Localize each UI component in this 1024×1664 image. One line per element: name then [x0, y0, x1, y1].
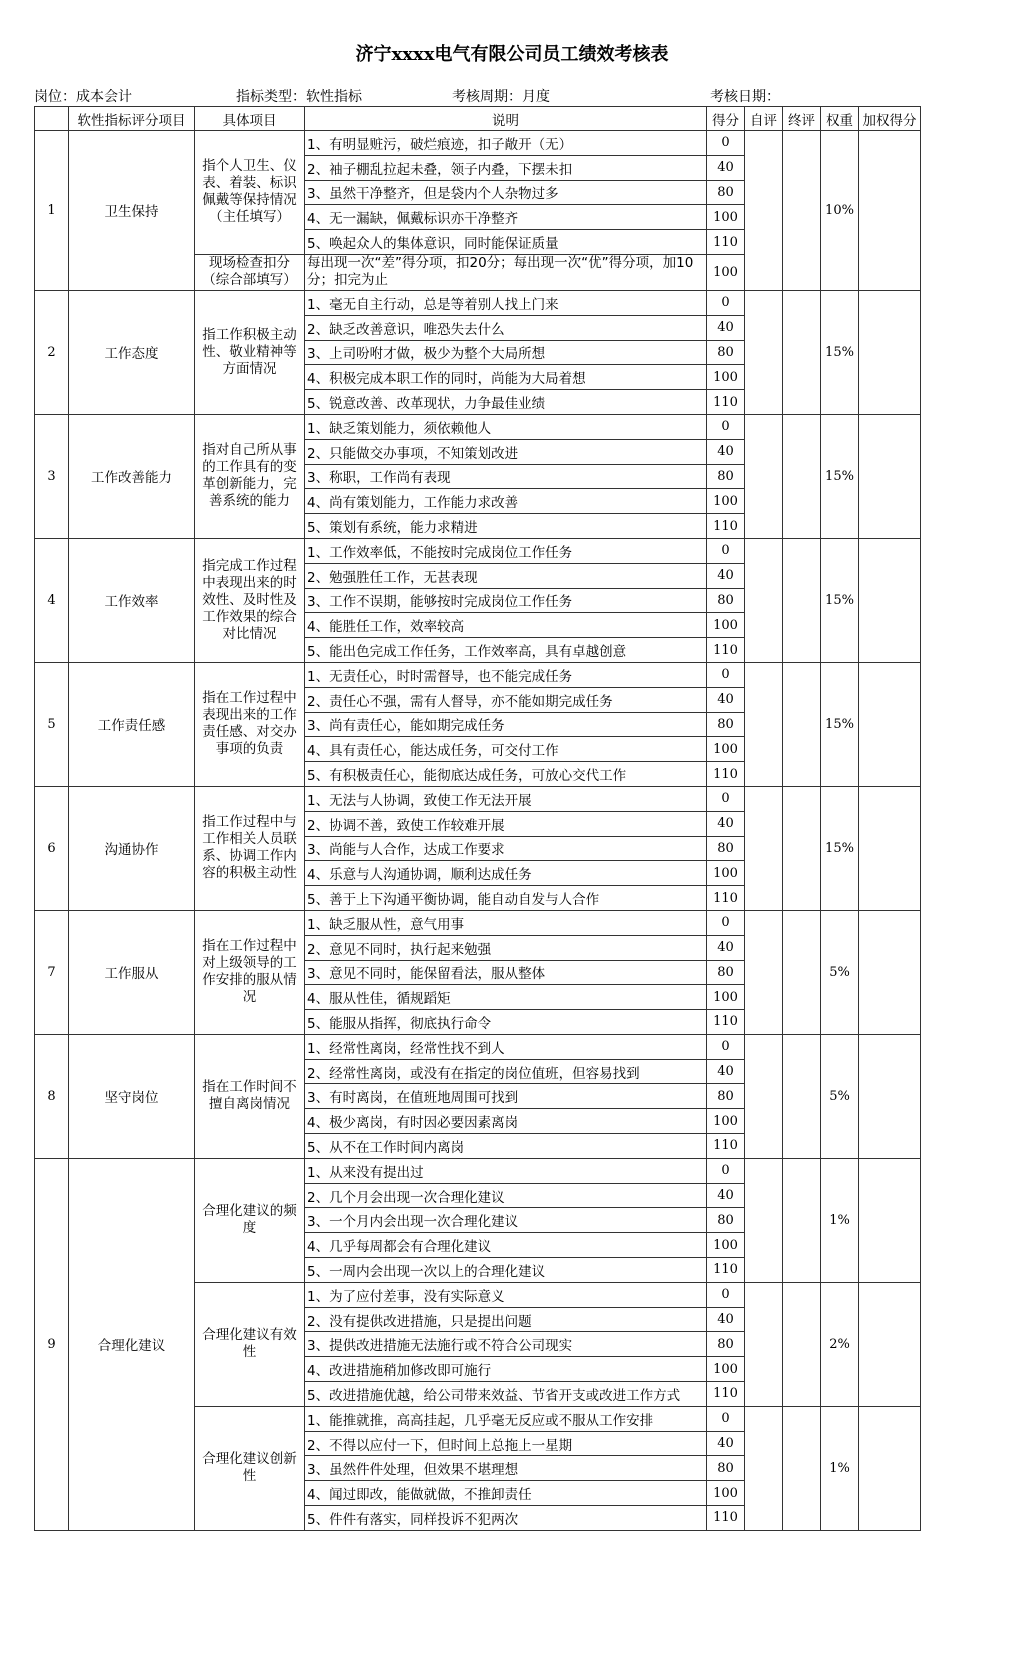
- weighted-score-cell: [859, 1406, 921, 1530]
- specific-item: 指对自己所从事的工作具有的变革创新能力，完善系统的能力: [195, 414, 305, 538]
- specific-item: 指在工作过程中对上级领导的工作安排的服从情况: [195, 910, 305, 1034]
- description-cell: 1、从来没有提出过: [305, 1158, 707, 1183]
- evaluation-table: [34, 106, 921, 1531]
- self-eval-cell: [745, 131, 783, 291]
- self-eval-cell: [745, 1406, 783, 1530]
- date-label: 考核日期：: [710, 89, 780, 105]
- description-cell: 1、能推就推，高高挂起，几乎毫无反应或不服从工作安排: [305, 1406, 707, 1431]
- description-cell: 4、无一漏缺，佩戴标识亦干净整齐: [305, 205, 707, 230]
- weight-cell: 1%: [821, 1406, 859, 1530]
- score-cell: 80: [707, 340, 745, 365]
- score-cell: 40: [707, 1431, 745, 1456]
- description-cell: 3、虽然干净整齐，但是袋内个人杂物过多: [305, 180, 707, 205]
- description-cell: 3、工作不误期，能够按时完成岗位工作任务: [305, 588, 707, 613]
- specific-item: 指工作过程中与工作相关人员联系、协调工作内容的积极主动性: [195, 786, 305, 910]
- indicator-name: 工作改善能力: [69, 414, 195, 538]
- table-row: [35, 290, 921, 315]
- description-cell: 2、不得以应付一下，但时间上总拖上一星期: [305, 1431, 707, 1456]
- row-number: 1: [35, 131, 69, 291]
- final-eval-cell: [783, 910, 821, 1034]
- weighted-score-cell: [859, 786, 921, 910]
- score-cell: 0: [707, 290, 745, 315]
- self-eval-cell: [745, 1282, 783, 1406]
- score-cell: 100: [707, 613, 745, 638]
- score-cell: 40: [707, 439, 745, 464]
- final-eval-cell: [783, 1158, 821, 1282]
- score-cell: 0: [707, 131, 745, 156]
- final-eval-cell: [783, 786, 821, 910]
- score-cell: 110: [707, 1134, 745, 1159]
- weight-cell: 15%: [821, 290, 859, 414]
- score-cell: 40: [707, 1059, 745, 1084]
- score-cell: 0: [707, 910, 745, 935]
- self-eval-cell: [745, 910, 783, 1034]
- score-cell: 100: [707, 1109, 745, 1134]
- score-cell: 110: [707, 514, 745, 539]
- score-cell: 80: [707, 960, 745, 985]
- self-eval-cell: [745, 786, 783, 910]
- score-cell: 100: [707, 737, 745, 762]
- description-cell: 2、意见不同时，执行起来勉强: [305, 935, 707, 960]
- weighted-score-cell: [859, 414, 921, 538]
- description-cell: 3、尚有责任心，能如期完成任务: [305, 712, 707, 737]
- weight-cell: 15%: [821, 786, 859, 910]
- score-cell: 80: [707, 180, 745, 205]
- description-cell: 4、具有责任心，能达成任务，可交付工作: [305, 737, 707, 762]
- score-cell: 80: [707, 1332, 745, 1357]
- description-cell: 4、尚有策划能力，工作能力求改善: [305, 489, 707, 514]
- specific-item: 合理化建议创新性: [195, 1406, 305, 1530]
- description-cell: 1、无责任心，时时需督导，也不能完成任务: [305, 662, 707, 687]
- description-cell: 5、善于上下沟通平衡协调，能自动自发与人合作: [305, 886, 707, 911]
- description-cell: 5、从不在工作时间内离岗: [305, 1134, 707, 1159]
- self-eval-cell: [745, 662, 783, 786]
- score-cell: 110: [707, 230, 745, 255]
- description-cell: 3、有时离岗，在值班地周围可找到: [305, 1084, 707, 1109]
- description-cell: 1、经常性离岗，经常性找不到人: [305, 1034, 707, 1059]
- description-cell: 4、乐意与人沟通协调，顺利达成任务: [305, 861, 707, 886]
- score-cell: 110: [707, 638, 745, 663]
- score-cell: 40: [707, 935, 745, 960]
- description-cell: 2、几个月会出现一次合理化建议: [305, 1183, 707, 1208]
- description-cell: 1、无法与人协调，致使工作无法开展: [305, 786, 707, 811]
- self-eval-cell: [745, 538, 783, 662]
- score-cell: 80: [707, 588, 745, 613]
- header-row: [35, 107, 921, 131]
- header-cell: 加权得分: [859, 107, 921, 131]
- table-row: [35, 131, 921, 156]
- table-row: [35, 414, 921, 439]
- score-cell: 80: [707, 1456, 745, 1481]
- weighted-score-cell: [859, 290, 921, 414]
- description-cell: 3、称职，工作尚有表现: [305, 464, 707, 489]
- table-row: [35, 662, 921, 687]
- description-cell: 3、提供改进措施无法施行或不符合公司现实: [305, 1332, 707, 1357]
- score-cell: 100: [707, 1357, 745, 1382]
- specific-item: 现场检查扣分（综合部填写）: [195, 254, 305, 290]
- final-eval-cell: [783, 1406, 821, 1530]
- description-cell: 2、袖子棚乱拉起未叠，领子内叠，下摆未扣: [305, 155, 707, 180]
- header-cell: [35, 107, 69, 131]
- description-cell: 3、虽然件件处理，但效果不堪理想: [305, 1456, 707, 1481]
- description-cell: 2、缺乏改善意识，唯恐失去什么: [305, 315, 707, 340]
- score-cell: 80: [707, 836, 745, 861]
- header-cell: 自评: [745, 107, 783, 131]
- indicator-name: 工作服从: [69, 910, 195, 1034]
- description-cell: 5、一周内会出现一次以上的合理化建议: [305, 1258, 707, 1283]
- score-cell: 100: [707, 861, 745, 886]
- description-cell: 1、工作效率低，不能按时完成岗位工作任务: [305, 538, 707, 563]
- weighted-score-cell: [859, 1158, 921, 1282]
- score-cell: 100: [707, 1233, 745, 1258]
- score-cell: 110: [707, 1382, 745, 1407]
- specific-item: 指在工作过程中表现出来的工作责任感、对交办事项的负责: [195, 662, 305, 786]
- self-eval-cell: [745, 1158, 783, 1282]
- table-row: [35, 538, 921, 563]
- table-row: [35, 1034, 921, 1059]
- description-cell: 4、极少离岗，有时因必要因素离岗: [305, 1109, 707, 1134]
- description-cell: 1、缺乏策划能力，须依赖他人: [305, 414, 707, 439]
- indicator-name: 工作责任感: [69, 662, 195, 786]
- final-eval-cell: [783, 1034, 821, 1158]
- specific-item: 指在工作时间不擅自离岗情况: [195, 1034, 305, 1158]
- description-cell: 4、几乎每周都会有合理化建议: [305, 1233, 707, 1258]
- score-cell: 0: [707, 1406, 745, 1431]
- description-cell: 2、经常性离岗，或没有在指定的岗位值班，但容易找到: [305, 1059, 707, 1084]
- description-cell: 5、唤起众人的集体意识，同时能保证质量: [305, 230, 707, 255]
- header-cell: 软性指标评分项目: [69, 107, 195, 131]
- weight-cell: 10%: [821, 131, 859, 291]
- specific-item: 指工作积极主动性、敬业精神等方面情况: [195, 290, 305, 414]
- description-cell: 5、能出色完成工作任务，工作效率高，具有卓越创意: [305, 638, 707, 663]
- table-row: [35, 786, 921, 811]
- description-cell: 1、有明显赃污，破烂痕迹，扣子敞开（无）: [305, 131, 707, 156]
- header-cell: 得分: [707, 107, 745, 131]
- weight-cell: 1%: [821, 1158, 859, 1282]
- weighted-score-cell: [859, 131, 921, 291]
- row-number: 9: [35, 1158, 69, 1530]
- row-number: 5: [35, 662, 69, 786]
- score-cell: 0: [707, 662, 745, 687]
- specific-item: 指完成工作过程中表现出来的时效性、及时性及工作效果的综合对比情况: [195, 538, 305, 662]
- score-cell: 100: [707, 1481, 745, 1506]
- score-cell: 110: [707, 1258, 745, 1283]
- score-cell: 40: [707, 155, 745, 180]
- specific-item: 指个人卫生、仪表、着装、标识佩戴等保持情况（主任填写）: [195, 131, 305, 255]
- page-title: 济宁xxxx电气有限公司员工绩效考核表: [355, 44, 669, 65]
- score-cell: 40: [707, 563, 745, 588]
- weight-cell: 2%: [821, 1282, 859, 1406]
- final-eval-cell: [783, 414, 821, 538]
- description-cell: 5、能服从指挥，彻底执行命令: [305, 1010, 707, 1035]
- description-cell: 每出现一次“差”得分项，扣20分；每出现一次“优”得分项，加10分；扣完为止: [305, 254, 707, 290]
- score-cell: 40: [707, 811, 745, 836]
- indicator-name: 坚守岗位: [69, 1034, 195, 1158]
- indicator-name: 工作态度: [69, 290, 195, 414]
- final-eval-cell: [783, 290, 821, 414]
- score-cell: 0: [707, 1034, 745, 1059]
- description-cell: 5、改进措施优越，给公司带来效益、节省开支或改进工作方式: [305, 1382, 707, 1407]
- row-number: 4: [35, 538, 69, 662]
- header-cell: 终评: [783, 107, 821, 131]
- indicator-type-label: 指标类型：软性指标: [236, 89, 362, 105]
- row-number: 2: [35, 290, 69, 414]
- score-cell: 40: [707, 1183, 745, 1208]
- score-cell: 0: [707, 1158, 745, 1183]
- score-cell: 80: [707, 712, 745, 737]
- self-eval-cell: [745, 1034, 783, 1158]
- self-eval-cell: [745, 414, 783, 538]
- score-cell: 110: [707, 1506, 745, 1531]
- score-cell: 0: [707, 786, 745, 811]
- self-eval-cell: [745, 290, 783, 414]
- weight-cell: 5%: [821, 910, 859, 1034]
- specific-item: 合理化建议的频度: [195, 1158, 305, 1282]
- row-number: 6: [35, 786, 69, 910]
- header-cell: 说明: [305, 107, 707, 131]
- indicator-name: 工作效率: [69, 538, 195, 662]
- description-cell: 4、能胜任工作，效率较高: [305, 613, 707, 638]
- final-eval-cell: [783, 1282, 821, 1406]
- header-cell: 具体项目: [195, 107, 305, 131]
- description-cell: 3、意见不同时，能保留看法，服从整体: [305, 960, 707, 985]
- description-cell: 4、改进措施稍加修改即可施行: [305, 1357, 707, 1382]
- score-cell: 110: [707, 762, 745, 787]
- score-cell: 100: [707, 985, 745, 1010]
- weighted-score-cell: [859, 1034, 921, 1158]
- score-cell: 110: [707, 886, 745, 911]
- score-cell: 100: [707, 365, 745, 390]
- score-cell: 40: [707, 687, 745, 712]
- table-row: [35, 910, 921, 935]
- specific-item: 合理化建议有效性: [195, 1282, 305, 1406]
- indicator-name: 卫生保持: [69, 131, 195, 291]
- score-cell: 110: [707, 390, 745, 415]
- row-number: 7: [35, 910, 69, 1034]
- description-cell: 4、积极完成本职工作的同时，尚能为大局着想: [305, 365, 707, 390]
- row-number: 3: [35, 414, 69, 538]
- description-cell: 5、锐意改善、改革现状，力争最佳业绩: [305, 390, 707, 415]
- description-cell: 4、服从性佳，循规蹈矩: [305, 985, 707, 1010]
- weighted-score-cell: [859, 910, 921, 1034]
- description-cell: 3、上司吩咐才做，极少为整个大局所想: [305, 340, 707, 365]
- final-eval-cell: [783, 538, 821, 662]
- meta-row: [34, 86, 994, 106]
- final-eval-cell: [783, 662, 821, 786]
- description-cell: 5、有积极责任心，能彻底达成任务，可放心交代工作: [305, 762, 707, 787]
- score-cell: 100: [707, 254, 745, 290]
- description-cell: 2、没有提供改进措施，只是提出问题: [305, 1307, 707, 1332]
- score-cell: 80: [707, 1208, 745, 1233]
- row-number: 8: [35, 1034, 69, 1158]
- period-label: 考核周期：月度: [452, 89, 550, 105]
- description-cell: 1、毫无自主行动，总是等着别人找上门来: [305, 290, 707, 315]
- table-row: [35, 1158, 921, 1183]
- description-cell: 3、一个月内会出现一次合理化建议: [305, 1208, 707, 1233]
- position-label: 岗位：成本会计: [34, 89, 132, 105]
- score-cell: 80: [707, 1084, 745, 1109]
- weight-cell: 5%: [821, 1034, 859, 1158]
- score-cell: 40: [707, 315, 745, 340]
- weight-cell: 15%: [821, 414, 859, 538]
- weight-cell: 15%: [821, 538, 859, 662]
- score-cell: 100: [707, 205, 745, 230]
- indicator-name: 合理化建议: [69, 1158, 195, 1530]
- weighted-score-cell: [859, 538, 921, 662]
- indicator-name: 沟通协作: [69, 786, 195, 910]
- description-cell: 5、件件有落实，同样投诉不犯两次: [305, 1506, 707, 1531]
- description-cell: 1、缺乏服从性，意气用事: [305, 910, 707, 935]
- description-cell: 2、责任心不强，需有人督导，亦不能如期完成任务: [305, 687, 707, 712]
- score-cell: 0: [707, 538, 745, 563]
- header-cell: 权重: [821, 107, 859, 131]
- score-cell: 110: [707, 1010, 745, 1035]
- description-cell: 4、闻过即改，能做就做，不推卸责任: [305, 1481, 707, 1506]
- description-cell: 2、只能做交办事项，不知策划改进: [305, 439, 707, 464]
- weight-cell: 15%: [821, 662, 859, 786]
- description-cell: 1、为了应付差事，没有实际意义: [305, 1282, 707, 1307]
- description-cell: 5、策划有系统，能力求精进: [305, 514, 707, 539]
- description-cell: 3、尚能与人合作，达成工作要求: [305, 836, 707, 861]
- score-cell: 40: [707, 1307, 745, 1332]
- weighted-score-cell: [859, 662, 921, 786]
- score-cell: 0: [707, 1282, 745, 1307]
- final-eval-cell: [783, 131, 821, 291]
- score-cell: 80: [707, 464, 745, 489]
- description-cell: 2、勉强胜任工作，无甚表现: [305, 563, 707, 588]
- description-cell: 2、协调不善，致使工作较难开展: [305, 811, 707, 836]
- score-cell: 0: [707, 414, 745, 439]
- score-cell: 100: [707, 489, 745, 514]
- weighted-score-cell: [859, 1282, 921, 1406]
